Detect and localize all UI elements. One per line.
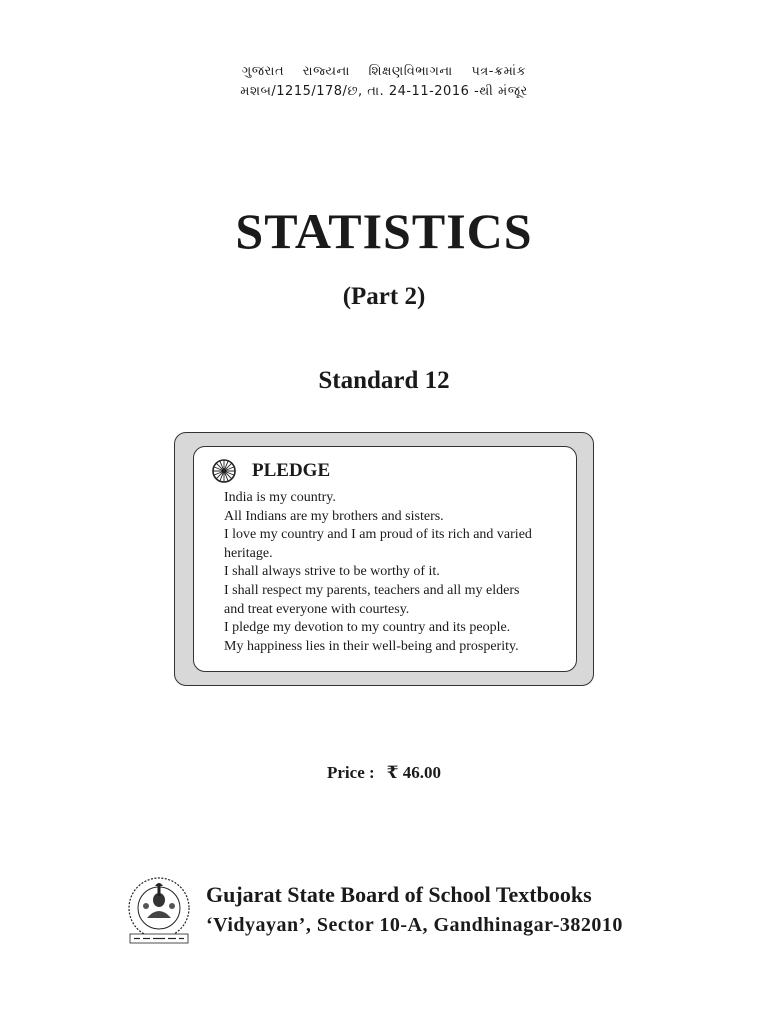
pledge-line: India is my country. [224, 490, 336, 505]
approval-line-1: ગુજરાત રાજ્યના શિક્ષણવિભાગના પત્ર-ક્રમાંક [241, 64, 527, 79]
pledge-line: I shall respect my parents, teachers and all my elders [224, 582, 520, 598]
pledge-line: I pledge my devotion to my country and its people. [224, 620, 511, 636]
approval-line-2: મશબ/1215/178/છ, તા. 24-11-2016 -થી મંજૂર [240, 84, 528, 99]
board-emblem-icon [120, 874, 198, 946]
pledge-line: heritage. [224, 545, 273, 561]
book-part: (Part 2) [342, 283, 426, 310]
pledge-box [174, 432, 594, 686]
price-line [0, 763, 768, 783]
book-standard: Standard 12 [318, 367, 450, 394]
pledge-line: I love my country and I am proud of its rich and varied [224, 527, 532, 543]
publisher-address: ‘Vidyayan’, Sector 10-A, Gandhinagar-382010 [206, 914, 623, 936]
pledge-line: and treat everyone with courtesy. [224, 601, 410, 617]
pledge-text [224, 489, 564, 656]
pledge-line: I shall always strive to be worthy of it. [224, 564, 440, 580]
book-title: STATISTICS [235, 203, 533, 259]
price-label: Price : [327, 763, 375, 782]
pledge-header [212, 457, 564, 485]
ashoka-chakra-icon [212, 459, 236, 483]
pledge-line: All Indians are my brothers and sisters. [224, 508, 444, 524]
publisher-name: Gujarat State Board of School Textbooks [206, 882, 592, 907]
pledge-card [193, 446, 577, 672]
publisher-block [120, 872, 680, 944]
approval-notice [0, 62, 768, 102]
pledge-title: PLEDGE [252, 460, 331, 481]
price-value: 46.00 [402, 763, 441, 782]
pledge-line: My happiness lies in their well-being and prosperity. [224, 638, 519, 654]
rupee-symbol: ₹ [386, 763, 399, 782]
